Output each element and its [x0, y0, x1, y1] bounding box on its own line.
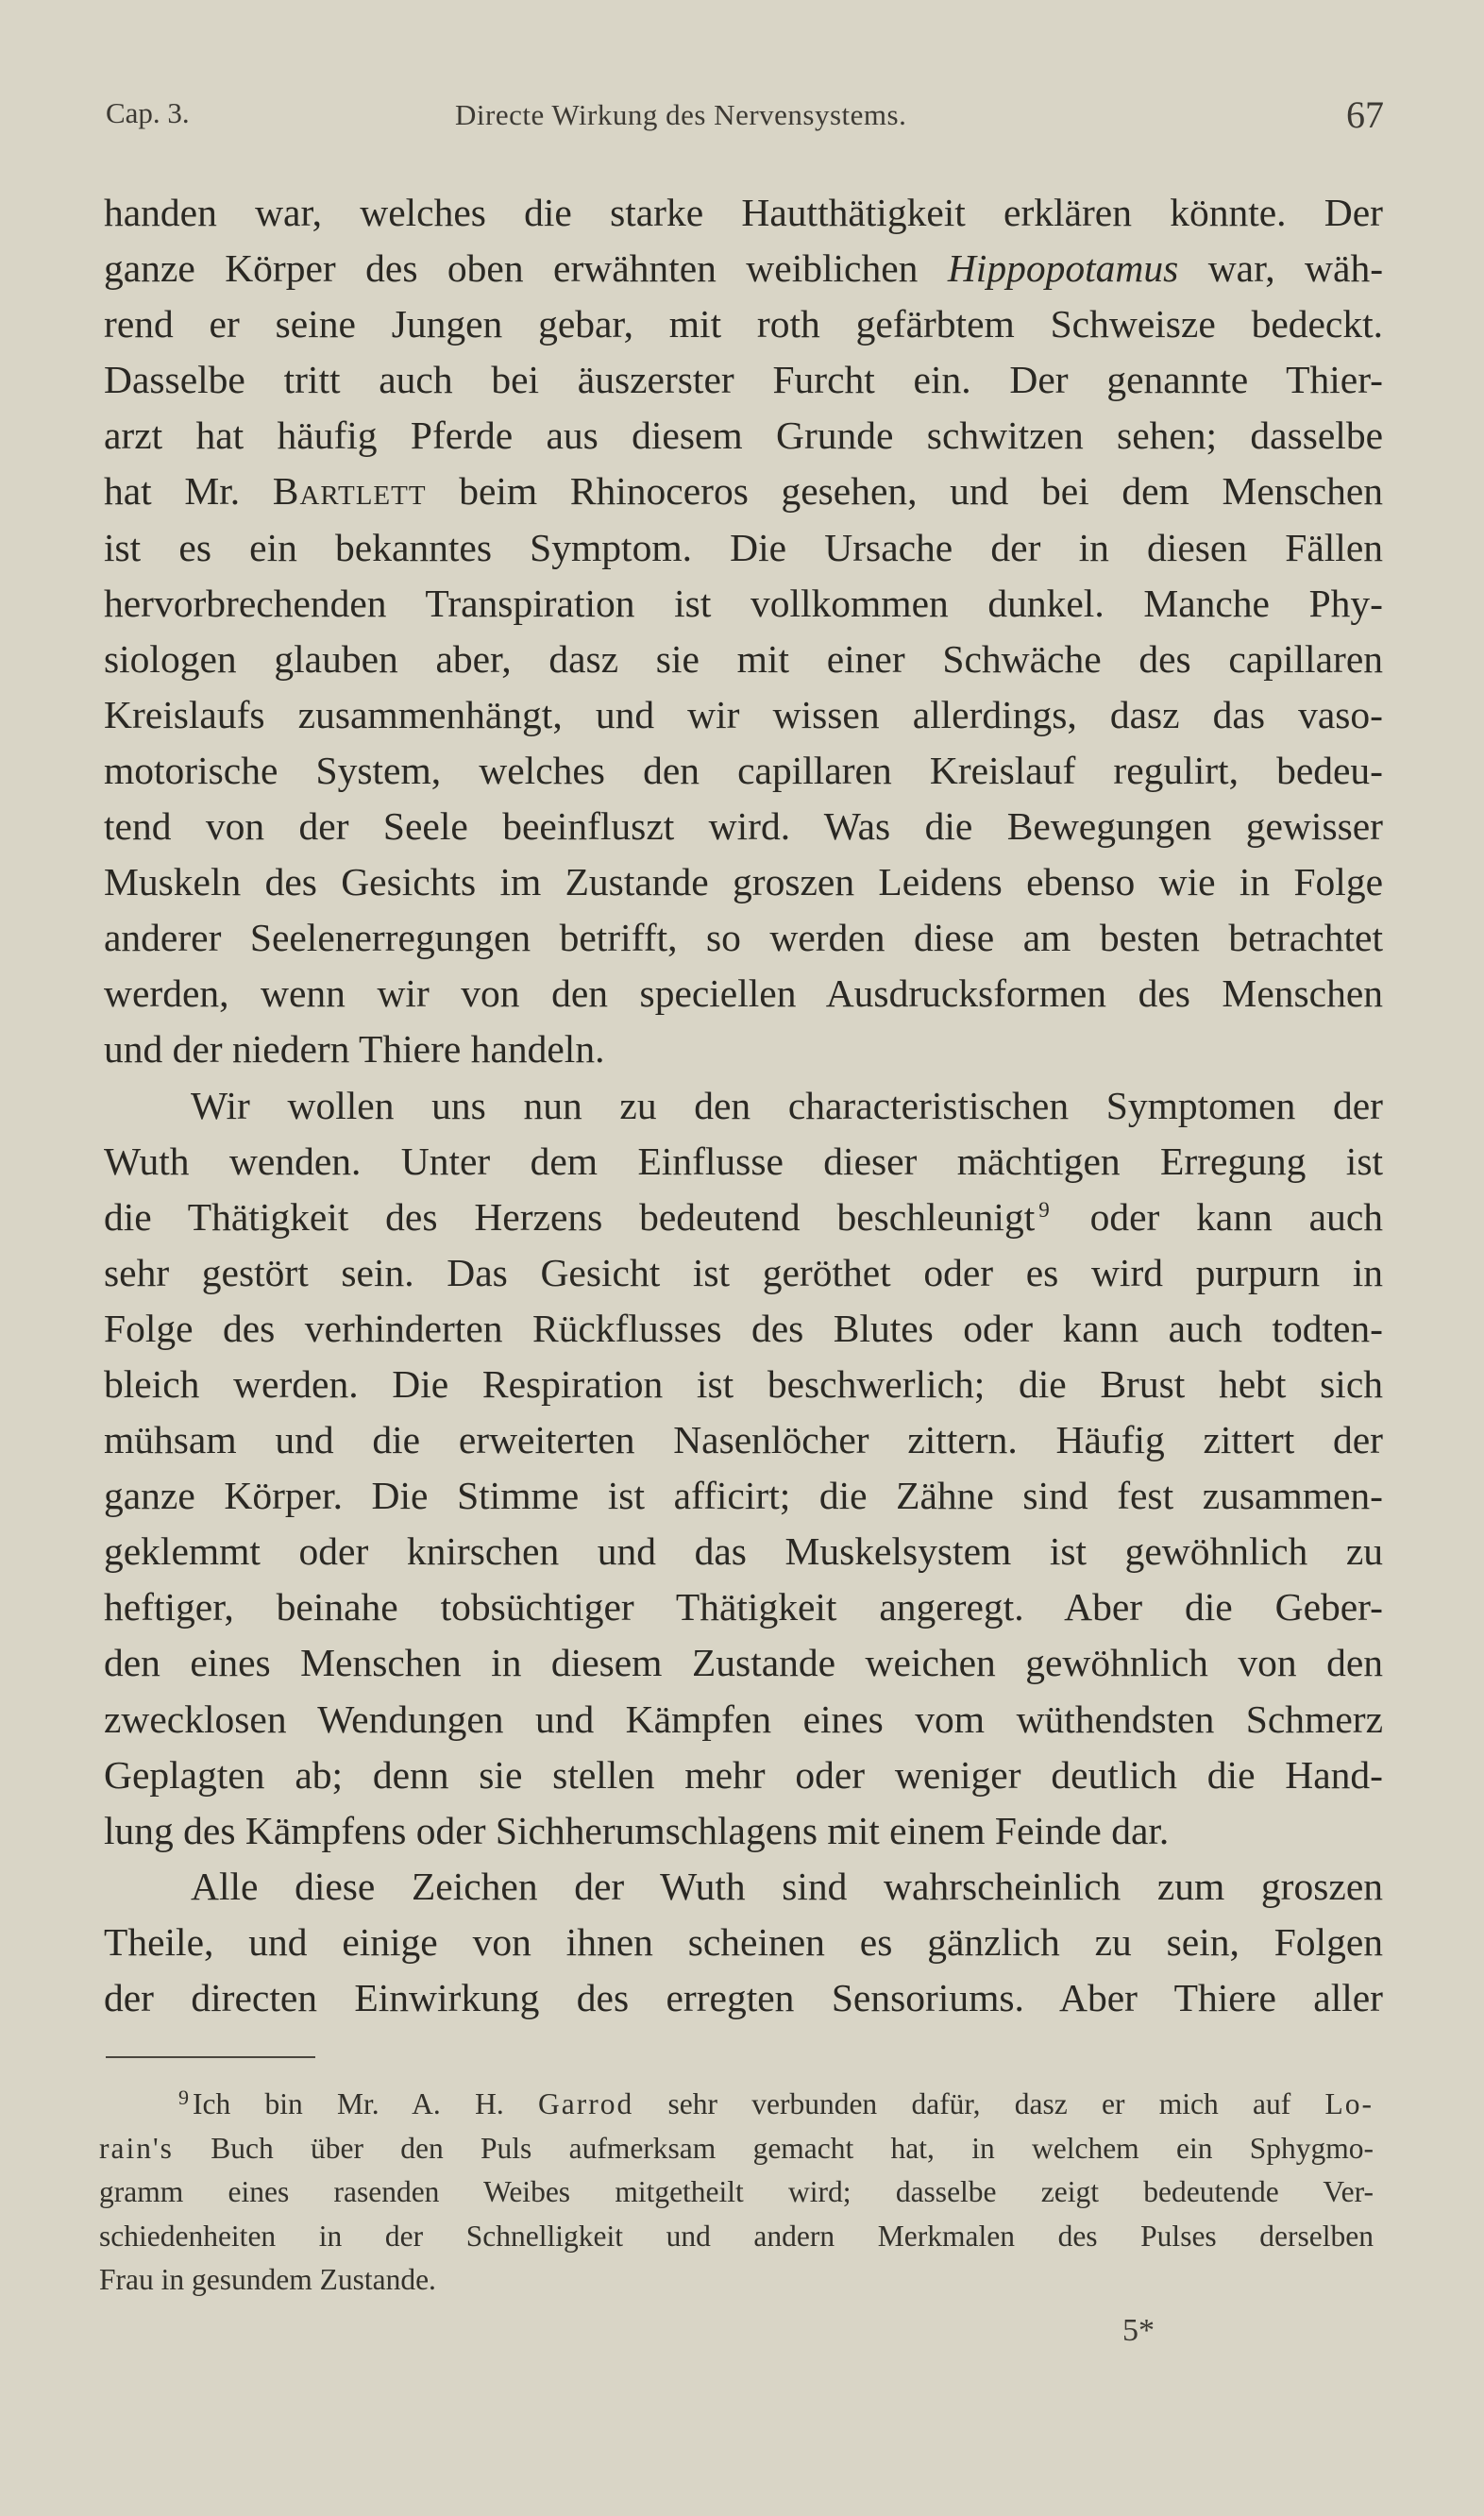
text-line: den eines Menschen in diesem Zustande weichen gewöhnlich von den — [104, 1641, 1383, 1685]
footnote-number: 9 — [178, 2085, 189, 2109]
text-line: hat Mr. Bartlett beim Rhinoceros gesehen, und bei dem Menschen — [104, 469, 1384, 514]
text-line: ganze Körper. Die Stimme ist afficirt; die Zähne sind fest zusammen- — [104, 1474, 1383, 1518]
text-line: sehr gestört sein. Das Gesicht ist geröthet oder es wird purpurn in — [104, 1250, 1383, 1294]
text-line: ganze Körper des oben erwähnten weiblichen Hippopotamus war, wäh- — [104, 246, 1384, 291]
person-name: Bartlett — [272, 469, 427, 514]
running-title: Directe Wirkung des Nervensystems. — [455, 98, 907, 131]
paragraph-start-line: Wir wollen uns nun zu den characteristischen Symptomen der — [191, 1083, 1383, 1127]
text-line: Theile, und einige von ihnen scheinen es gänzlich zu sein, Folgen — [104, 1919, 1383, 1964]
footnote — [99, 2083, 1374, 2303]
text-line: zwecklosen Wendungen und Kämpfen eines vom wüthendsten Schmerz — [104, 1697, 1383, 1741]
text-line: tend von der Seele beeinfluszt wird. Was die Bewegungen gewisser — [104, 804, 1383, 849]
text-line: mühsam und die erweiterten Nasenlöcher zittern. Häufig zittert der — [104, 1418, 1383, 1462]
text-line: motorische System, welches den capillaren Kreislauf regulirt, bedeu- — [104, 748, 1383, 792]
text-line: der directen Einwirkung des erregten Sensoriums. Aber Thiere aller — [104, 1976, 1383, 2019]
text-line: Dasselbe tritt auch bei äuszerster Furcht ein. Der genannte Thier- — [104, 358, 1383, 402]
text-line: bleich werden. Die Respiration ist beschwerlich; die Brust hebt sich — [104, 1361, 1383, 1406]
text-line: die Thätigkeit des Herzens bedeutend beschleunigt $^9$ oder kann auch — [104, 1194, 1384, 1239]
footnote-line: schiedenheiten in der Schnelligkeit und andern Merkmalen des Pulses derselben — [99, 2219, 1374, 2253]
text-line: handen war, welches die starke Hautthätigkeit erklären könnte. Der — [104, 191, 1383, 234]
footnote-line: rain's Buch über den Puls aufmerksam gemacht hat, in welchem ein Sphygmo- — [99, 2131, 1374, 2165]
text-line: geklemmt oder knirschen und das Muskelsystem ist gewöhnlich zu — [104, 1529, 1383, 1574]
text-line: lung des Kämpfens oder Sichherumschlagens mit einem Feinde dar. — [104, 1808, 1170, 1852]
person-name: rain's — [99, 2131, 174, 2165]
text-line: heftiger, beinahe tobsüchtiger Thätigkeit angeregt. Aber die Geber- — [104, 1585, 1383, 1629]
text-line: hervorbrechenden Transpiration ist vollkommen dunkel. Manche Phy- — [104, 581, 1383, 625]
page-number: 67 — [1346, 93, 1384, 136]
footnote-line: gramm eines rasenden Weibes mitgetheilt wird; dasselbe zeigt bedeutende Ver- — [99, 2175, 1374, 2208]
paragraph-start-line: Alle diese Zeichen der Wuth sind wahrscheinlich zum groszen — [191, 1864, 1383, 1908]
text-line: siologen glauben aber, dasz sie mit einer Schwäche des capillaren — [104, 636, 1383, 681]
text-line: ist es ein bekanntes Symptom. Die Ursache der in diesen Fällen — [104, 525, 1383, 569]
text-line: Wuth wenden. Unter dem Einflusse dieser mächtigen Erregung ist — [104, 1139, 1383, 1183]
footnote-line: Frau in gesundem Zustande. — [99, 2263, 436, 2296]
chapter-label: Cap. 3. — [106, 96, 190, 129]
footnote-divider — [106, 2056, 315, 2058]
text-line: Folge des verhinderten Rückflusses des Blutes oder kann auch todten- — [104, 1306, 1383, 1350]
text-line: anderer Seelenerregungen betrifft, so werden diese am besten betrachtet — [104, 916, 1383, 960]
body-text — [104, 185, 1383, 2026]
person-name: Garrod — [537, 2087, 634, 2120]
running-header — [106, 91, 1384, 147]
text-line: Geplagten ab; denn sie stellen mehr oder weniger deutlich die Hand- — [104, 1752, 1383, 1797]
text-line: Kreislaufs zusammenhängt, und wir wissen allerdings, dasz das vaso- — [104, 692, 1383, 736]
text-line: und der niedern Thiere handeln. — [104, 1027, 605, 1072]
text-line: werden, wenn wir von den speciellen Ausdrucksformen des Menschen — [104, 971, 1383, 1016]
footnote-marker: 9 — [1038, 1197, 1050, 1222]
text-line: Muskeln des Gesichts im Zustande groszen Leidens ebenso wie in Folge — [104, 860, 1383, 904]
emphasis: Hippopotamus — [947, 246, 1179, 291]
footnote-line: $^9$ Ich bin Mr. A. H. Garrod sehr verbunden dafür, dasz er mich auf Lo- — [99, 2083, 1374, 2127]
text-line: arzt hat häufig Pferde aus diesem Grunde schwitzen sehen; dasselbe — [104, 414, 1383, 458]
signature-mark: 5* — [1122, 2313, 1155, 2348]
text-line: rend er seine Jungen gebar, mit roth gefärbtem Schweisze bedeckt. — [104, 302, 1383, 346]
